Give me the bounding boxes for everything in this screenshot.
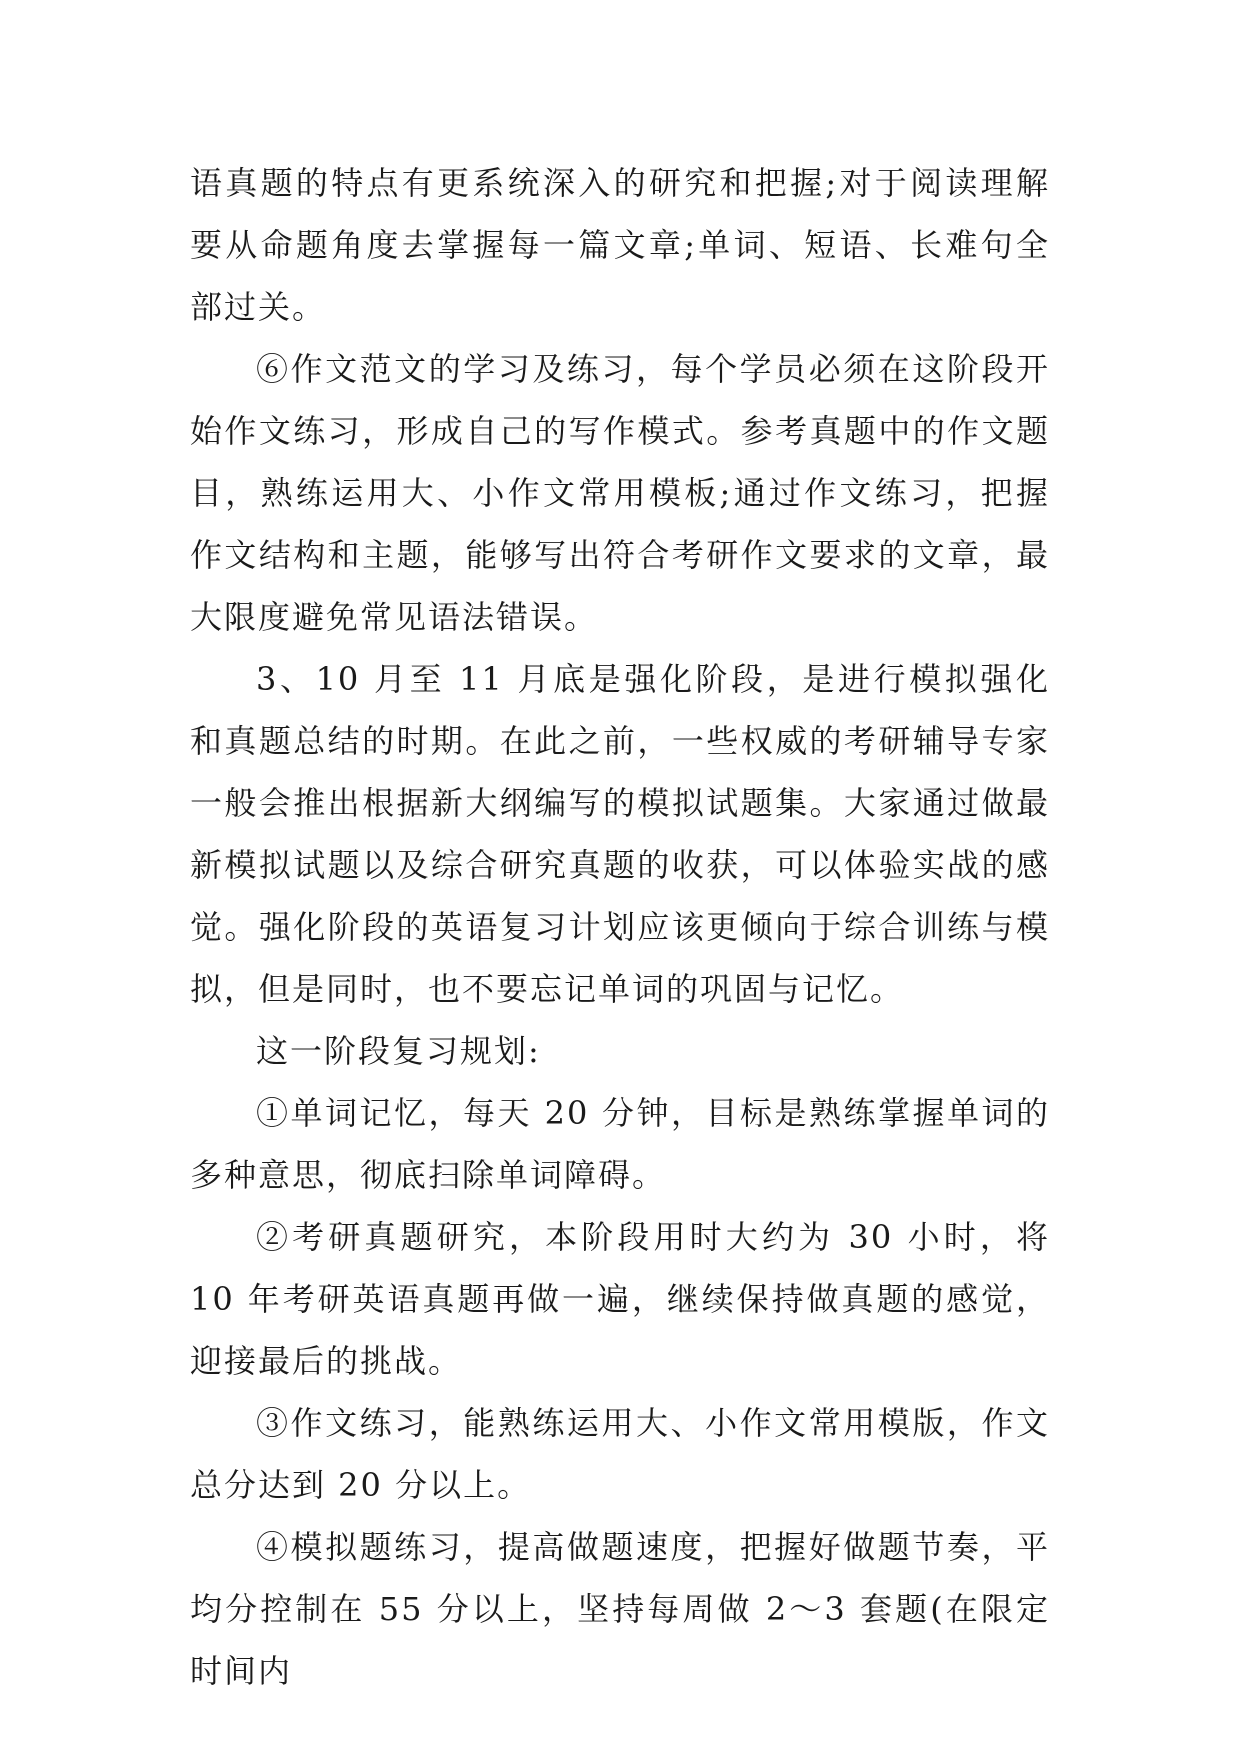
paragraph-stage-plan-heading: 这一阶段复习规划: [256, 1032, 541, 1070]
paragraph-item-1-vocabulary: ①单词记忆，每天 20 分钟，目标是熟练掌握单词的多种意思，彻底扫除单词障碍。 [190, 1094, 1050, 1194]
paragraph-item-3-essay-practice: ③作文练习，能熟练运用大、小作文常用模版，作文总分达到 20 分以上。 [190, 1404, 1050, 1504]
document-body [190, 152, 1050, 1702]
paragraph-stage-3-intensive: 3、10 月至 11 月底是强化阶段，是进行模拟强化和真题总结的时期。在此之前，一些权威的考研辅导专家一般会推出根据新大纲编写的模拟试题集。大家通过做最新模拟试题以及综合研究真题的收获，可以体验实战的感觉。强化阶段的英语复习计划应该更倾向于综合训练与模拟，但是同时，也不要忘记单词的巩固与记忆。 [190, 660, 1050, 1008]
paragraph-item-2-past-papers: ②考研真题研究，本阶段用时大约为 30 小时，将 10 年考研英语真题再做一遍，继续保持做真题的感觉，迎接最后的挑战。 [190, 1218, 1050, 1380]
paragraph-item-6-essay: ⑥作文范文的学习及练习，每个学员必须在这阶段开始作文练习，形成自己的写作模式。参考真题中的作文题目，熟练运用大、小作文常用模板;通过作文练习，把握作文结构和主题，能够写出符合考研作文要求的文章，最大限度避免常见语法错误。 [190, 350, 1050, 636]
paragraph-item-4-mock-tests: ④模拟题练习，提高做题速度，把握好做题节奏，平均分控制在 55 分以上，坚持每周做 2～3 套题(在限定时间内 [190, 1528, 1050, 1690]
paragraph-continued-reading: 语真题的特点有更系统深入的研究和把握;对于阅读理解要从命题角度去掌握每一篇文章;单词、短语、长难句全部过关。 [190, 164, 1050, 326]
